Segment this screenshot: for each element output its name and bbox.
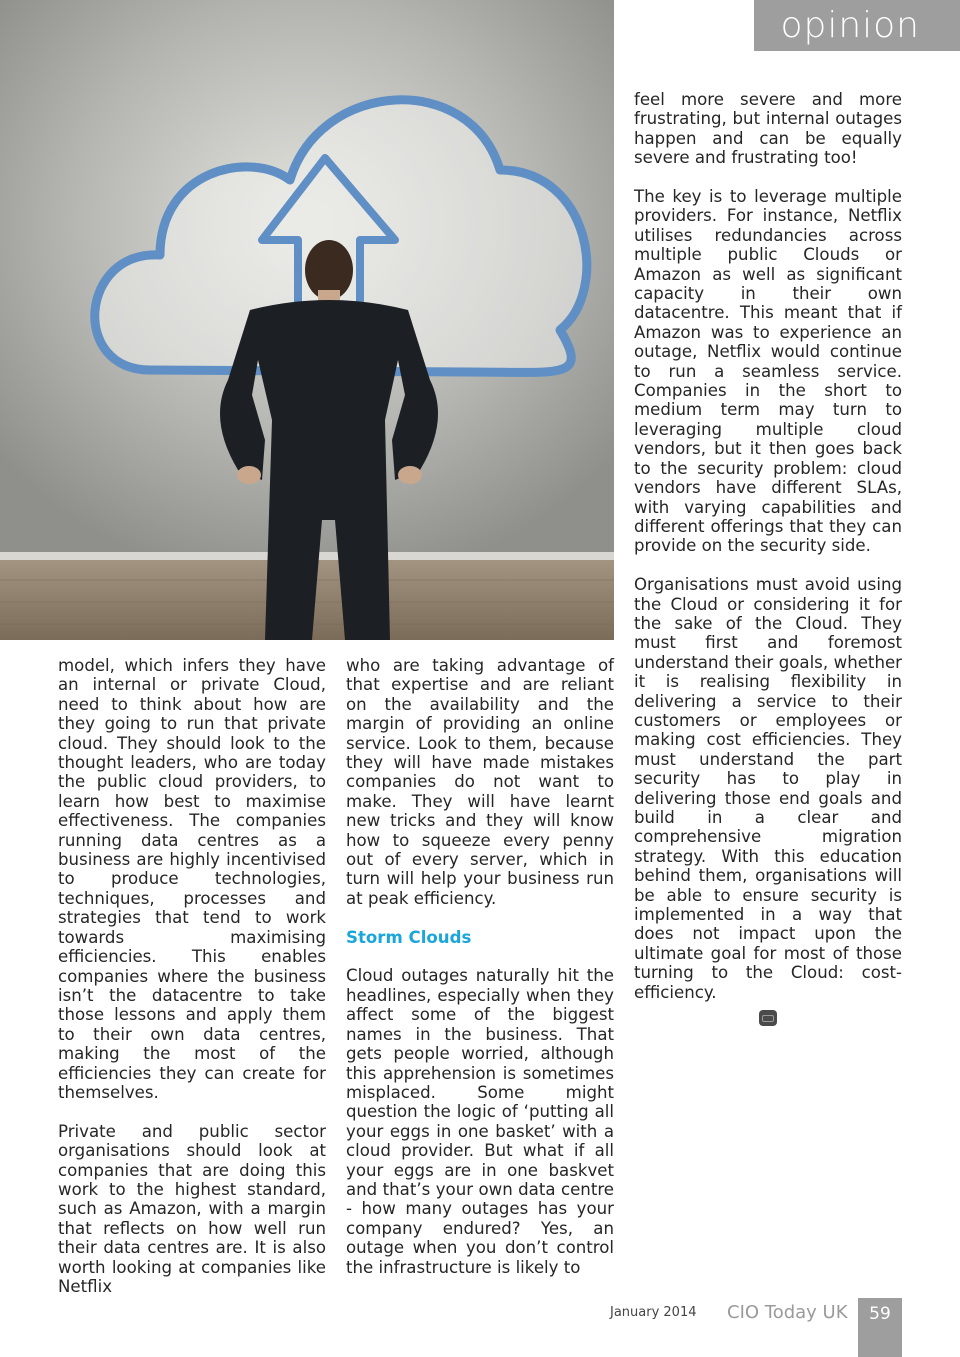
magazine-name: CIO Today UK	[727, 1302, 848, 1323]
subheading: Storm Clouds	[346, 927, 472, 947]
paragraph: The key is to leverage multiple providers. For instance, Netflix utilises redundancies across multiple public Clouds or Amazon as well as significant capacity in their own datacentre. This meant that if Amazon was to experience an outage, Netflix would continue to run a seamless service. Companies in the short to medium term may turn to leveraging multiple cloud vendors, but it then goes back to the security problem: cloud vendors have different SLAs, with varying capabilities and different offerings that they can provide on the security side.	[634, 187, 902, 556]
hero-image	[0, 0, 614, 640]
article-column-1	[58, 656, 326, 1316]
issue-date: January 2014	[610, 1305, 697, 1320]
article-column-3	[634, 90, 902, 1026]
section-label: opinion	[754, 0, 960, 51]
businessman-cloud-upload-icon	[0, 0, 614, 640]
paragraph: who are taking advantage of that expertise and are reliant on the availability and the margin of providing an online service. Look to them, because they will have made mistakes companies do not want to make. They will have learnt new tricks and they will know how to squeeze every penny out of every server, which in turn will help your business run at peak efficiency.	[346, 656, 614, 908]
paragraph: Cloud outages naturally hit the headlines, especially when they affect some of the biggest names in the business. That gets people worried, although this apprehension is sometimes misplaced. Some might question the logic of ‘putting all your eggs in one basket’ with a cloud provider. But what if all your eggs are in one baskvet and that’s your own data centre - how many outages has your company endured? Yes, an outage when you don’t control the infrastructure is likely to	[346, 966, 614, 1277]
end-of-article-icon	[759, 1010, 777, 1026]
paragraph: model, which infers they have an internal or private Cloud, need to think about how are they going to run that private cloud. They should look to the thought leaders, who are today the public cloud providers, to learn how best to maximise effectiveness. The companies running data centres as a business are highly incentivised to produce technologies, techniques, processes and strategies that tend to work towards maximising efficiencies. This enables companies where the business isn’t the datacentre to take those lessons and apply them to their own data centres, making the most of the efficiencies they can create for themselves.	[58, 656, 326, 1102]
paragraph: Private and public sector organisations should look at companies that are doing this work to the highest standard, such as Amazon, with a margin that reflects on how well run their data centres are. It is also worth looking at companies like Netflix	[58, 1121, 326, 1296]
paragraph: feel more severe and more frustrating, but internal outages happen and can be equally severe and frustrating too!	[634, 90, 902, 168]
paragraph: Organisations must avoid using the Cloud or considering it for the sake of the Cloud. They must first and foremost understand their goals, whether it is realising flexibility in delivering a service to their customers or employees or making cost efficiencies. They must understand the part security has to play in delivering those end goals and build in a clear and comprehensive migration strategy. With this education behind them, organisations will be able to ensure security is implemented in a way that does not impact upon the ultimate goal for most of those turning to the Cloud: cost-efficiency.	[634, 575, 902, 1002]
article-column-2	[346, 656, 614, 1296]
page-number: 59	[858, 1298, 902, 1357]
